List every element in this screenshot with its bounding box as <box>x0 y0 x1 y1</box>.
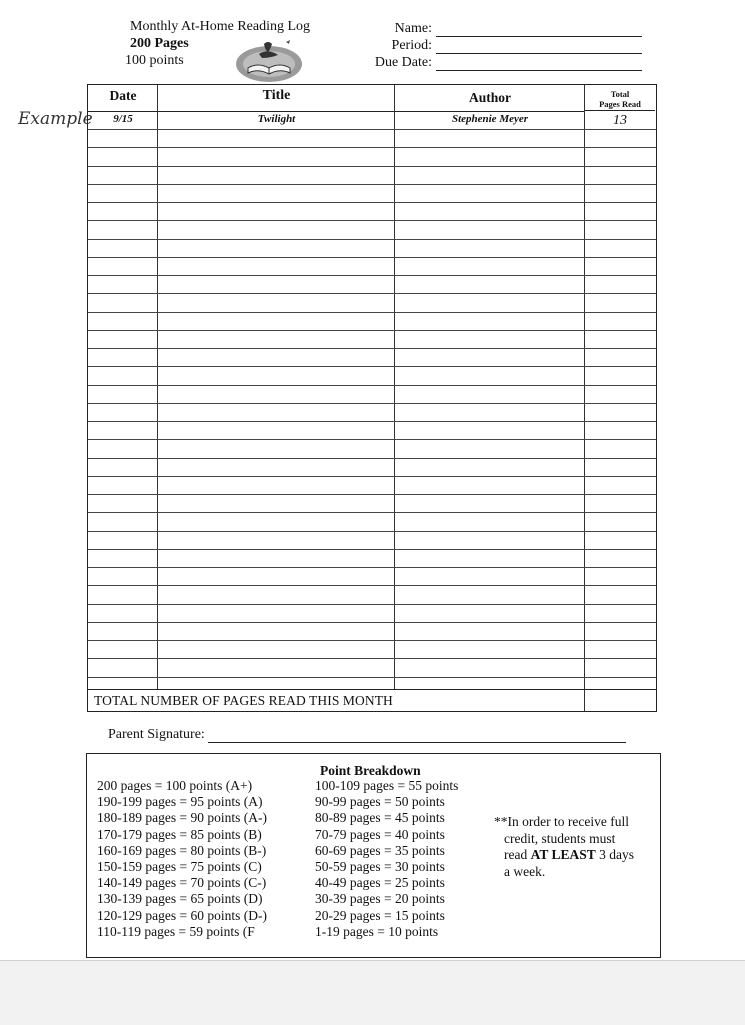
student-info-fields <box>366 20 642 71</box>
breakdown-item: 110-119 pages = 59 points (F <box>97 923 255 939</box>
breakdown-item: 40-49 pages = 25 points <box>315 875 445 891</box>
col-divider-title <box>394 85 395 689</box>
log-row-line <box>88 549 656 550</box>
log-row-line <box>88 604 656 605</box>
col-header-total-pages <box>585 85 655 111</box>
log-row-line <box>88 366 656 367</box>
col-header-date: Date <box>88 85 158 112</box>
parent-signature-line <box>208 728 626 743</box>
log-row-line <box>88 585 656 586</box>
col-header-total: Total <box>610 89 630 99</box>
point-breakdown-box <box>86 753 661 958</box>
log-row-line <box>88 421 656 422</box>
breakdown-left-column <box>97 778 267 940</box>
log-row-line <box>88 184 656 185</box>
scan-bottom-margin <box>0 960 745 1025</box>
note-line-3-pre: read <box>504 847 531 862</box>
breakdown-item: 190-199 pages = 95 points (A) <box>97 794 263 810</box>
col-header-title: Title <box>158 85 395 112</box>
reading-log-table <box>87 84 657 712</box>
log-row-line <box>88 202 656 203</box>
log-row-line <box>88 439 656 440</box>
pages-goal: 200 Pages <box>130 36 189 51</box>
example-date: 9/15 <box>113 113 133 125</box>
breakdown-item: 60-69 pages = 35 points <box>315 842 445 858</box>
log-row-line <box>88 239 656 240</box>
parent-signature-field[interactable] <box>108 727 626 743</box>
example-title: Twilight <box>257 113 296 125</box>
breakdown-item: 1-19 pages = 10 points <box>315 923 439 939</box>
example-pages: 13 <box>613 113 627 128</box>
log-row-line <box>88 293 656 294</box>
breakdown-item: 90-99 pages = 50 points <box>315 794 445 810</box>
note-line-1: **In order to receive full <box>494 814 629 829</box>
note-emphasis: AT LEAST <box>530 847 596 862</box>
log-row-line <box>88 476 656 477</box>
log-row-line <box>88 129 656 130</box>
log-row-line <box>88 330 656 331</box>
breakdown-item: 100-109 pages = 55 points <box>315 778 459 793</box>
col-divider-author <box>584 85 585 711</box>
point-breakdown-title: Point Breakdown <box>320 763 421 778</box>
breakdown-item: 80-89 pages = 45 points <box>315 810 445 826</box>
log-row-line <box>88 166 656 167</box>
period-field[interactable] <box>366 37 642 54</box>
points-total: 100 points <box>125 53 184 68</box>
name-label: Name: <box>394 21 432 36</box>
breakdown-item: 150-159 pages = 75 points (C) <box>97 859 262 875</box>
breakdown-item: 20-29 pages = 15 points <box>315 907 445 923</box>
due-date-line <box>436 57 642 71</box>
due-date-field[interactable] <box>366 54 642 71</box>
example-handwritten-note: Example <box>18 109 93 129</box>
log-row-line <box>88 257 656 258</box>
breakdown-item: 70-79 pages = 40 points <box>315 826 445 842</box>
log-row-line <box>88 275 656 276</box>
period-line <box>436 40 642 54</box>
reading-book-clipart-icon <box>234 38 304 86</box>
total-row-line <box>88 689 656 690</box>
name-field[interactable] <box>366 20 642 37</box>
col-header-pages-read: Pages Read <box>599 99 641 109</box>
breakdown-item: 130-139 pages = 65 points (D) <box>97 891 263 907</box>
log-row-line <box>88 567 656 568</box>
log-row-line <box>88 348 656 349</box>
breakdown-right-column <box>315 778 458 940</box>
due-date-label: Due Date: <box>374 55 432 70</box>
col-divider-date <box>157 85 158 689</box>
log-row-line <box>88 403 656 404</box>
note-line-4: a week. <box>504 863 546 879</box>
breakdown-item: 140-149 pages = 70 points (C-) <box>97 875 267 891</box>
log-row-line <box>88 385 656 386</box>
log-row-line <box>88 512 656 513</box>
col-header-author: Author <box>395 85 585 112</box>
example-author: Stephenie Meyer <box>451 113 529 125</box>
log-row-line <box>88 531 656 532</box>
breakdown-item: 200 pages = 100 points (A+) <box>97 778 253 793</box>
log-row-line <box>88 458 656 459</box>
total-pages-label: TOTAL NUMBER OF PAGES READ THIS MONTH <box>94 693 393 708</box>
parent-signature-label: Parent Signature: <box>108 727 205 742</box>
note-line-3-post: 3 days <box>595 847 635 862</box>
log-row-line <box>88 312 656 313</box>
log-row-line <box>88 622 656 623</box>
name-line <box>436 23 642 37</box>
log-title: Monthly At-Home Reading Log <box>130 19 311 34</box>
log-row-line <box>88 147 656 148</box>
breakdown-item: 160-169 pages = 80 points (B-) <box>97 842 267 858</box>
breakdown-item: 120-129 pages = 60 points (D-) <box>97 907 267 923</box>
period-label: Period: <box>391 38 432 53</box>
breakdown-item: 50-59 pages = 30 points <box>315 859 445 875</box>
log-row-line <box>88 220 656 221</box>
breakdown-item: 30-39 pages = 20 points <box>315 891 445 907</box>
breakdown-item: 180-189 pages = 90 points (A-) <box>97 810 267 826</box>
note-line-3 <box>494 847 654 864</box>
log-row-line <box>88 494 656 495</box>
note-line-2: credit, students must <box>504 830 616 846</box>
log-row-line <box>88 658 656 659</box>
log-row-line <box>88 677 656 678</box>
full-credit-note <box>494 814 654 880</box>
breakdown-item: 170-179 pages = 85 points (B) <box>97 826 262 842</box>
log-row-line <box>88 640 656 641</box>
